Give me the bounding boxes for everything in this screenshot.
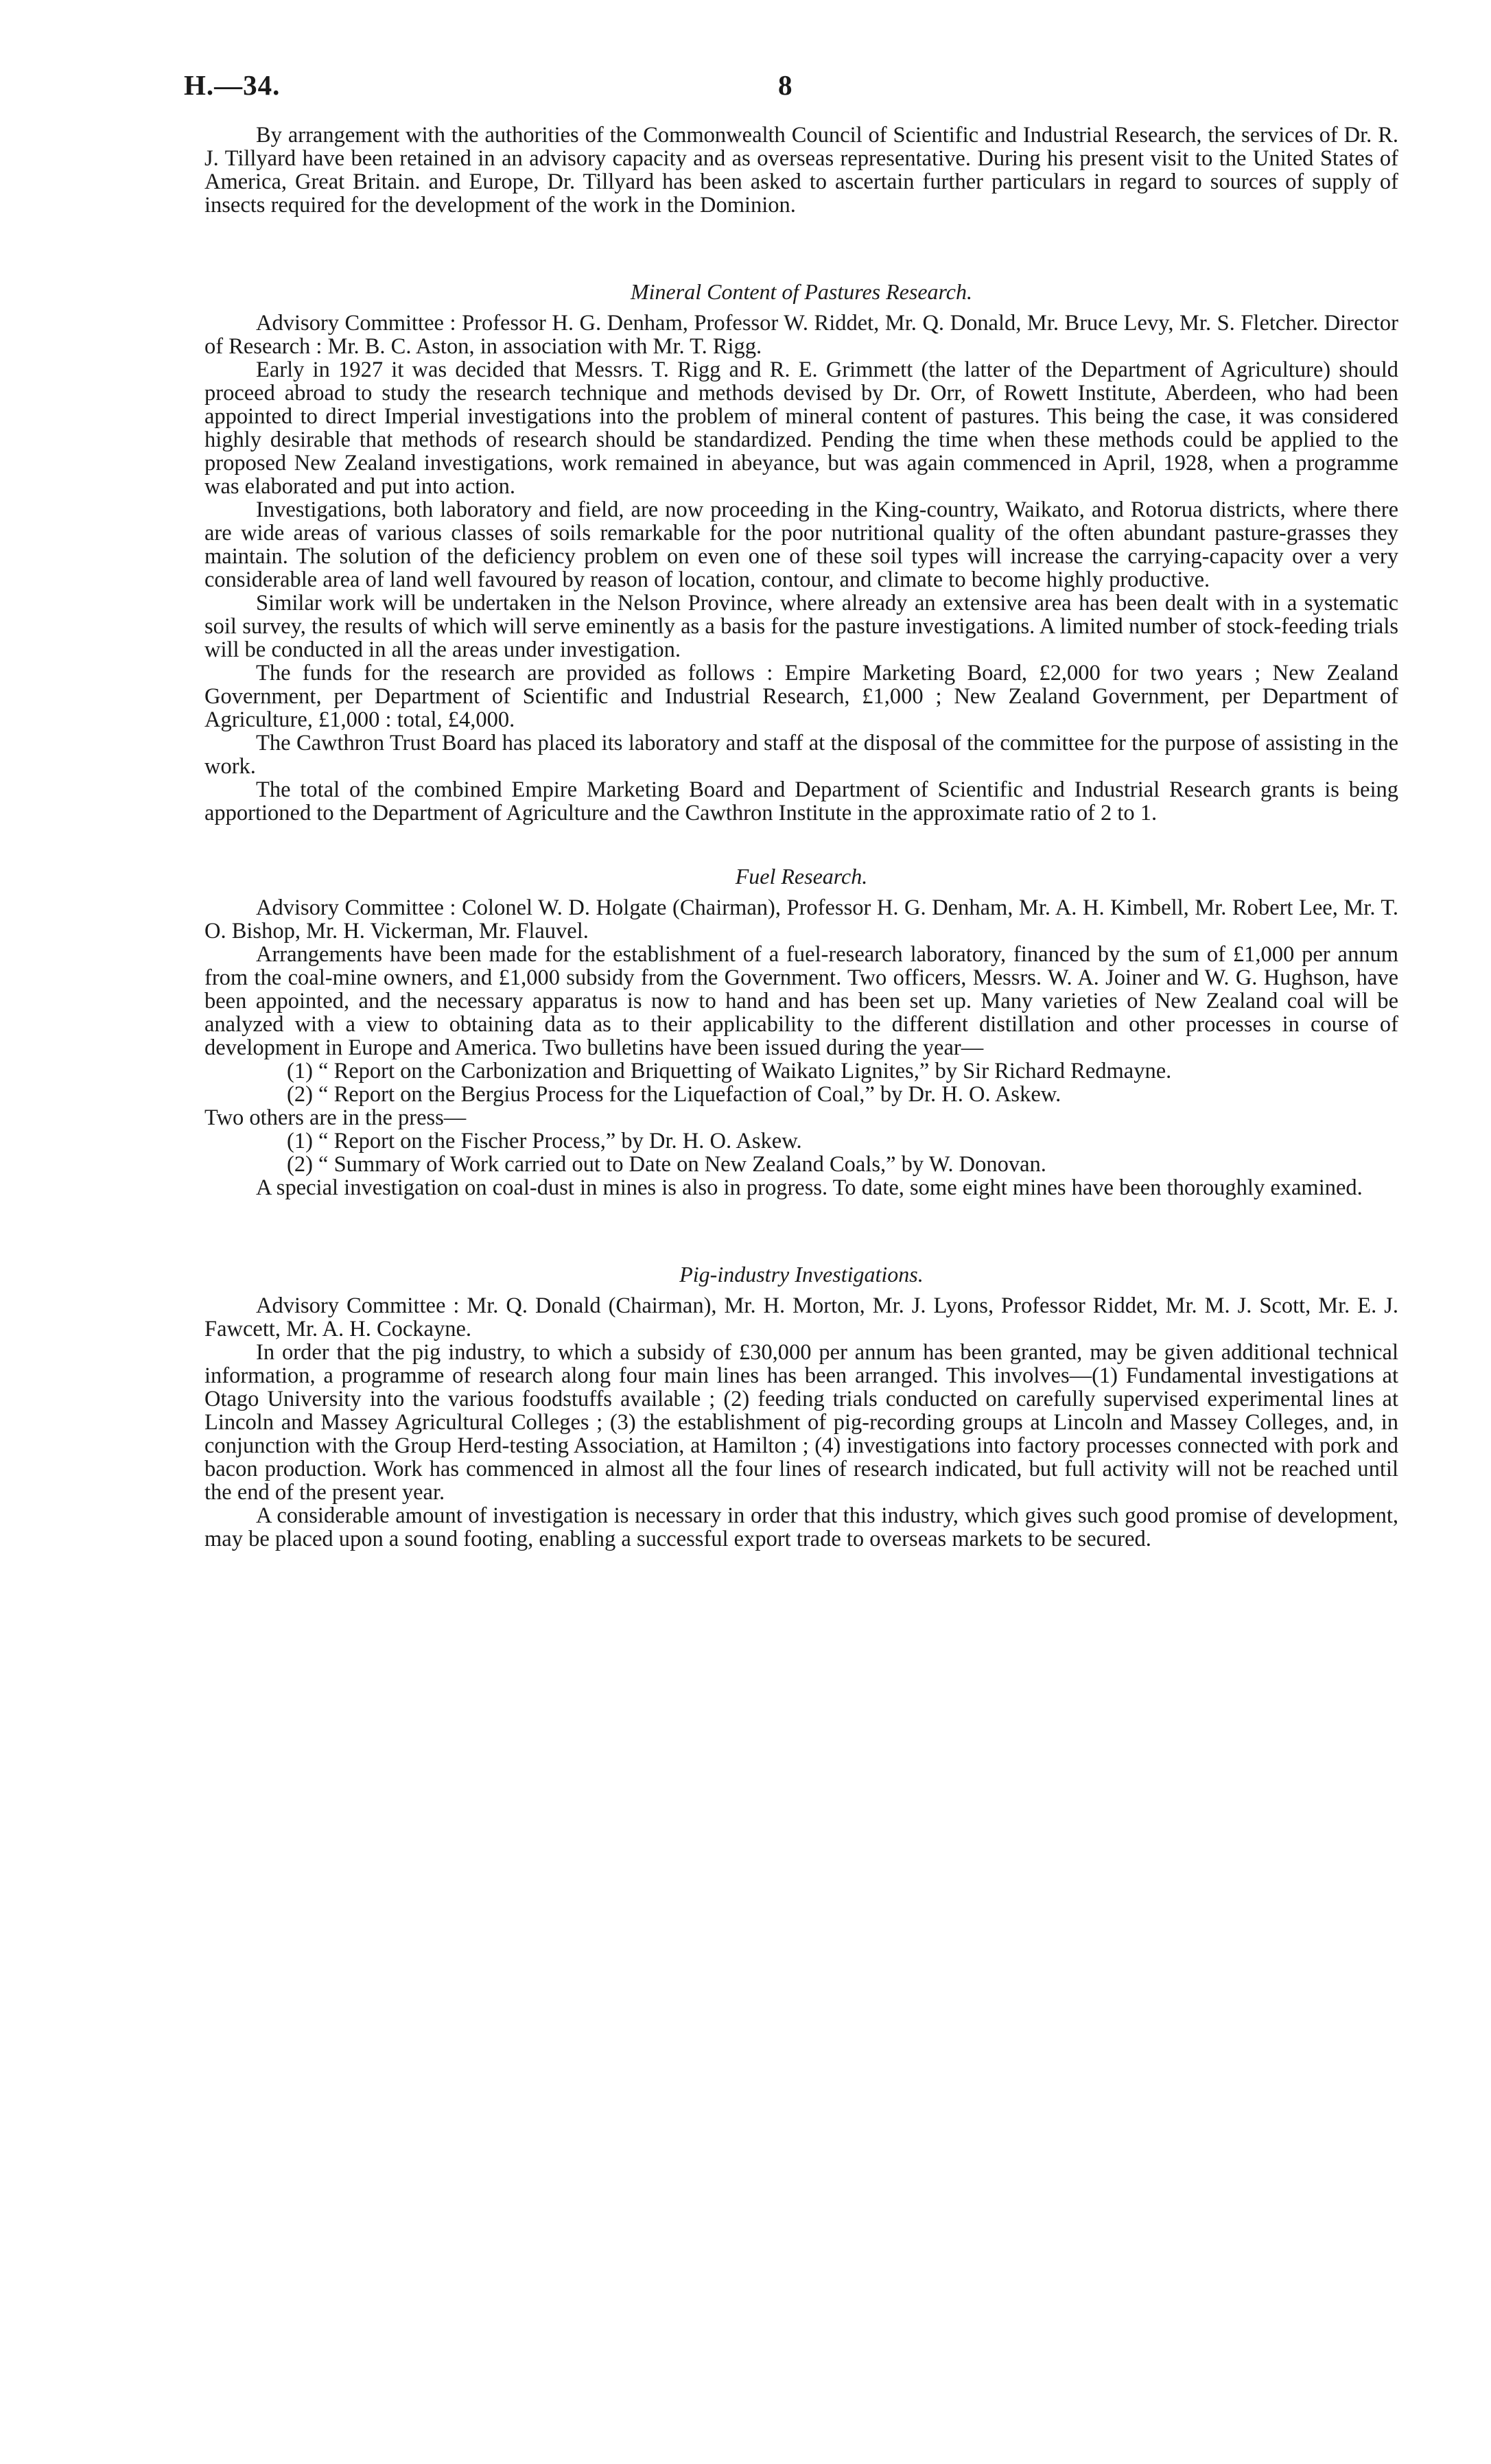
press-list-item: (2) “ Summary of Work carried out to Date on New Zealand Coals,” by W. Donovan. xyxy=(287,1152,1046,1177)
pig-paragraph: A considerable amount of investigation is necessary in order that this industry, which gives such good promise of development, may be placed upon a sound footing, enabling a successful export trade to overseas markets to be secured. xyxy=(204,1503,1398,1551)
fuel-committee-paragraph: Advisory Committee : Colonel W. D. Holgate (Chairman), Professor H. G. Denham, Mr. A. H. Kimbell, Mr. Robert Lee, Mr. T. O. Bishop, Mr. H. Vickerman, Mr. Flauvel. xyxy=(204,895,1398,943)
mineral-paragraph: The Cawthron Trust Board has placed its laboratory and staff at the disposal of the committee for the purpose of assisting in the work. xyxy=(204,731,1398,779)
page-number: 8 xyxy=(778,69,793,101)
fuel-press-intro: Two others are in the press— xyxy=(204,1105,467,1130)
mineral-paragraph: Early in 1927 it was decided that Messrs. T. Rigg and R. E. Grimmett (the latter of the Department of Agriculture) should proceed abroad to study the research technique and methods devised by Dr. Orr, of Rowett Institute, Aberdeen, who had been appointed to direct Imperial investigations into the problem of mineral content of pastures. This being the case, it was considered highly desirable that methods of research should be standardized. Pending the time when these methods could be applied to the proposed New Zealand investigations, work remained in abeyance, but was again commenced in April, 1928, when a programme was elaborated and put into action. xyxy=(204,357,1398,499)
pig-industry-section xyxy=(204,1263,1398,1551)
fuel-research-section xyxy=(204,865,1398,1199)
page-header xyxy=(184,69,1398,124)
mineral-paragraph: The total of the combined Empire Marketing Board and Department of Scientific and Industrial Research grants is being apportioned to the Department of Agriculture and the Cawthron Institute in the approximate ratio of 2 to 1. xyxy=(204,777,1398,825)
document-reference: H.—34. xyxy=(184,69,281,101)
mineral-content-section xyxy=(204,280,1398,825)
pig-paragraph: Advisory Committee : Mr. Q. Donald (Chairman), Mr. H. Morton, Mr. J. Lyons, Professor Riddet, Mr. M. J. Scott, Mr. E. J. Fawcett, Mr. A. H. Cockayne. xyxy=(204,1293,1398,1341)
bulletin-list-item: (1) “ Report on the Carbonization and Briquetting of Waikato Lignites,” by Sir Richard Redmayne. xyxy=(287,1059,1172,1083)
section-heading-mineral: Mineral Content of Pastures Research. xyxy=(631,279,972,304)
press-list-item: (1) “ Report on the Fischer Process,” by Dr. H. O. Askew. xyxy=(287,1129,802,1153)
mineral-paragraph: Advisory Committee : Professor H. G. Denham, Professor W. Riddet, Mr. Q. Donald, Mr. Bruce Levy, Mr. S. Fletcher. Director of Research : Mr. B. C. Aston, in association with Mr. T. Rigg. xyxy=(204,311,1398,359)
document-page xyxy=(184,69,1398,1551)
section-heading-pig: Pig-industry Investigations. xyxy=(679,1262,924,1287)
mineral-paragraph: Investigations, both laboratory and field, are now proceeding in the King-country, Waikato, and Rotorua districts, where there are wide areas of various classes of soils remarkable for the poor nutritional quality of the often abundant pasture-grasses they maintain. The solution of the deficiency problem on even one of these soil types will increase the carrying-capacity over a very considerable area of land well favoured by reason of location, contour, and climate to become highly productive. xyxy=(204,497,1398,592)
mineral-paragraph: The funds for the research are provided as follows : Empire Marketing Board, £2,000 for two years ; New Zealand Government, per Department of Scientific and Industrial Research, £1,000 ; New Zealand Government, per Department of Agriculture, £1,000 : total, £4,000. xyxy=(204,661,1398,732)
bulletin-list-item: (2) “ Report on the Bergius Process for the Liquefaction of Coal,” by Dr. H. O. Askew. xyxy=(287,1082,1061,1107)
mineral-paragraph: Similar work will be undertaken in the Nelson Province, where already an extensive area has been dealt with in a systematic soil survey, the results of which will serve eminently as a basis for the pasture investigations. A limited number of stock-feeding trials will be conducted in all the areas under investigation. xyxy=(204,591,1398,662)
section-heading-fuel: Fuel Research. xyxy=(735,864,868,889)
fuel-closing-paragraph: A special investigation on coal-dust in mines is also in progress. To date, some eight mines have been thoroughly examined. xyxy=(256,1175,1363,1200)
fuel-arrangements-paragraph: Arrangements have been made for the establishment of a fuel-research laboratory, financed by the sum of £1,000 per annum from the coal-mine owners, and £1,000 subsidy from the Government. Two officers, Messrs. W. A. Joiner and W. G. Hughson, have been appointed, and the necessary apparatus is now to hand and has been set up. Many varieties of New Zealand coal will be analyzed with a view to obtaining data as to their applicability to the different distillation and other processes in course of development in Europe and America. Two bulletins have been issued during the year— xyxy=(204,942,1398,1060)
intro-paragraph: By arrangement with the authorities of the Commonwealth Council of Scientific and Industrial Research, the services of Dr. R. J. Tillyard have been retained in an advisory capacity and as overseas representative. During his present visit to the United States of America, Great Britain. and Europe, Dr. Tillyard has been asked to ascertain further particulars in regard to sources of supply of insects required for the development of the work in the Dominion. xyxy=(204,123,1398,218)
pig-paragraph: In order that the pig industry, to which a subsidy of £30,000 per annum has been granted, may be given additional technical information, a programme of research along four main lines has been arranged. This involves—(1) Fundamental investigations at Otago University into the various foodstuffs available ; (2) feeding trials conducted on carefully supervised experimental lines at Lincoln and Massey Agricultural Colleges ; (3) the establishment of pig-recording groups at Lincoln and Massey Colleges, and, in conjunction with the Group Herd-testing Association, at Hamilton ; (4) investigations into factory processes connected with pork and bacon production. Work has commenced in almost all the four lines of research indicated, but full activity will not be reached until the end of the present year. xyxy=(204,1340,1398,1505)
